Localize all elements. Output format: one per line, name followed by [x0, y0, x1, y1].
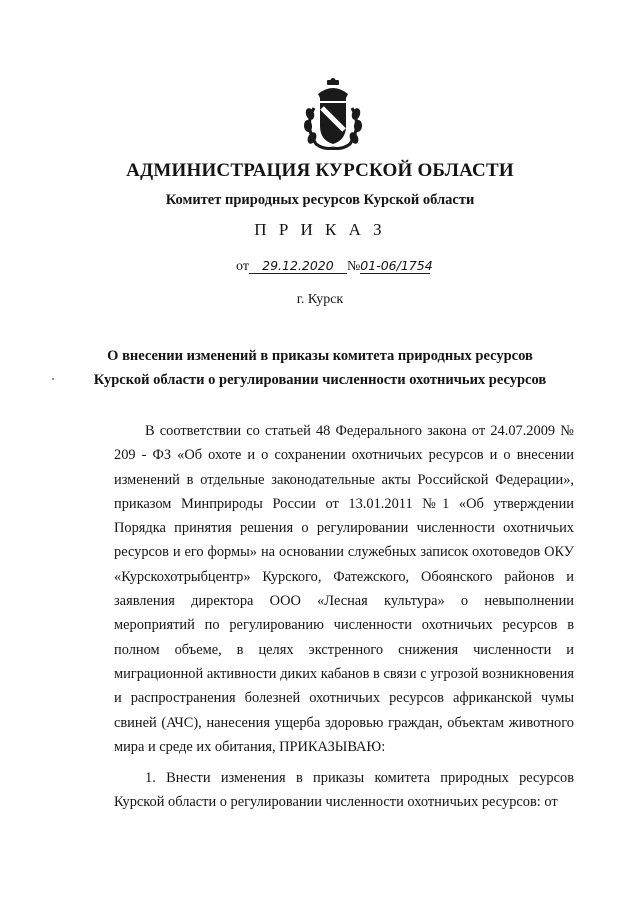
number-prefix: № — [346, 259, 361, 274]
date-value: 29.12.2020 — [249, 258, 347, 274]
body-paragraph-2: 1. Внести изменения в приказы комитета природных ресурсов Курской области о регулировании численности охотничьих ресурсов: от — [114, 770, 574, 811]
org-title: АДМИНИСТРАЦИЯ КУРСКОЙ ОБЛАСТИ — [126, 160, 514, 181]
coat-of-arms-icon — [300, 78, 366, 152]
committee-name: Комитет природных ресурсов Курской области — [165, 192, 475, 208]
body-paragraph-1: В соответствии со статьей 48 Федерального закона от 24.07.2009 № 209 - ФЗ «Об охоте и о сохранении охотничьих ресурсов и о внесении изменений в отдельные законодательные акты Российской Федерации», приказом Минприроды России от 13.01.2011 №1 «Об утверждении Порядка принятия решения о регулировании численности охотничьих ресурсов и его формы» на основании служебных записок охотоведов ОКУ «Курскохотрыбцентр» Курского, Фатежского, Обоянского районов и заявления директора ООО «Лесная культура» о невыполнении мероприятий по регулированию численности охотничьих ресурсов в полном объеме, в целях экстренного снижения численности и миграционной активности диких кабанов в связи с угрозой возникновения и распространения болезней охотничьих ресурсов африканской чумы свиней (АЧС), нанесения ущерба здоровью граждан, объектам животного мира и среде их обитания, ПРИКАЗЫВАЮ: — [114, 423, 574, 755]
number-value: 01-06/1754 — [360, 258, 433, 273]
city-label: г. Курск — [296, 292, 344, 307]
document-type: П Р И К А З — [254, 220, 386, 239]
subject-line-2: Курской области о регулировании численности охотничьих ресурсов — [93, 372, 547, 388]
subject-line-1: О внесении изменений в приказы комитета природных ресурсов — [107, 348, 533, 364]
scan-speck — [52, 378, 54, 380]
date-number-line — [236, 258, 433, 275]
date-prefix: от — [236, 259, 249, 274]
